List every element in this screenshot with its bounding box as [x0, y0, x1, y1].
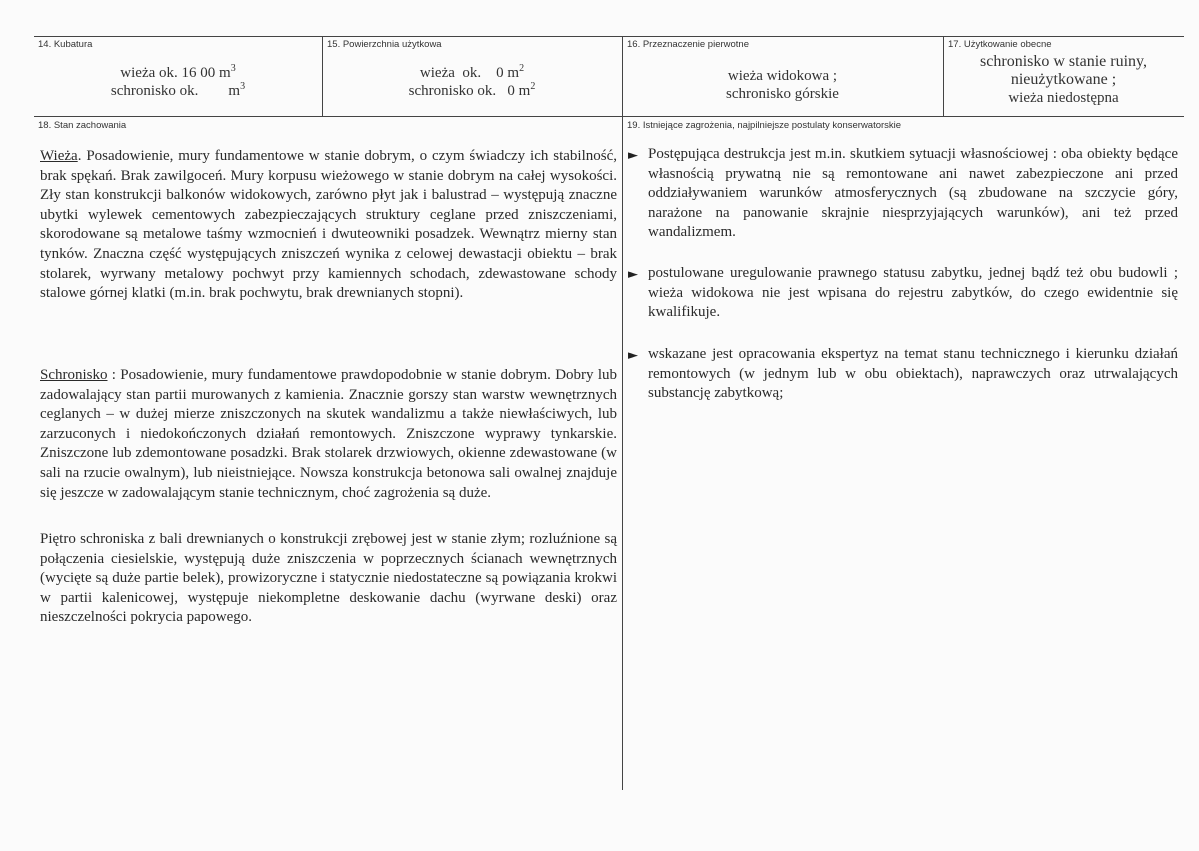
field-18-label: 18. Stan zachowania [38, 120, 127, 131]
threat-item-3: wskazane jest opracowania ekspertyz na temat stanu technicznego i kierunku działań remontowych (w jednym lub w obu obiektach), naprawczych oraz utrwalających substancję zabytkową; [648, 346, 1178, 402]
field-15-value [322, 64, 622, 100]
state-shelter-paragraph [40, 366, 617, 503]
field-14-label: 14. Kubatura [38, 39, 93, 50]
field-14-line2: schronisko ok. $m^3$ [110, 81, 246, 99]
field-15-label: 15. Powierzchnia użytkowa [327, 39, 442, 50]
tower-heading: Wieża [40, 148, 78, 164]
bullet-arrow-icon: ► [628, 348, 638, 363]
tower-text: . Posadowienie, mury fundamentowe w stanie dobrym, o czym świadczy ich stabilność, brak spękań. Brak zawilgoceń. Mury korpusu wieżowego w stanie dobrym na całej wysokości. Zły stan konstrukcji balkonów widokowych, zarówno płyt jak i balustrad – występują znaczne ubytki wylewek cementowych zabezpieczających struktury ceglane przed zniszczeniami, skorodowane są metalowe taśmy wzmocnień i dwuteowniki posadzek. Wewnątrz mierny stan tynków. Znaczna część występujących zniszczeń wynika z celowej dewastacji obiektu – brak stolarek, wyrwany metalowy pochwyt przy kamiennych schodach, zdewastowane schody stalowe górnej klatki (m.in. brak pochwytu, brak drewnianych stopni). [40, 148, 617, 302]
shelter-text: : Posadowienie, mury fundamentowe prawdopodobnie w stanie dobrym. Dobry lub zadowalający stan partii murowanych z kamienia. Znacznie gorszy stan warstw wewnętrznych ceglanych – w dużej mierze zniszczonych na skutek wandalizmu a także niewłaściwych, lub zarzuconych i niedokończonych działań remontowych. Zniszczone wyprawy tynkarskie. Zniszczone lub zdemontowane posadzki. Brak stolarek drzwiowych, okienne zdewastowane (w sali na rzucie owalnym), lub nieistniejące. Nowsza konstrukcja betonowa sali owalnej znajduje się jeszcze w zadowalającym stanie technicznym, choć zagrożenia są duże. [40, 367, 617, 501]
field-16-line1: wieża widokowa ; [727, 68, 838, 84]
field-17-line2: nieużytkowane ; [1010, 71, 1117, 88]
top-border-line [34, 36, 1184, 37]
bullet-arrow-icon: ► [628, 267, 638, 282]
field-17-label: 17. Użytkowanie obecne [948, 39, 1052, 50]
field-16-label: 16. Przeznaczenie pierwotne [627, 39, 749, 50]
field-16-line2: schronisko górskie [726, 86, 839, 102]
field-14-value [34, 64, 322, 100]
field-19-label: 19. Istniejące zagrożenia, najpilniejsze postulaty konserwatorskie [627, 120, 902, 131]
header-row-divider [34, 116, 1184, 117]
state-upper-floor-paragraph: Piętro schroniska z bali drewnianych o konstrukcji zrębowej jest w stanie złym; rozluźnione są połączenia ciesielskie, występują duże zniszczenia w poprzecznych ścianach wewnętrznych (wycięte są duże partie belek), prowizoryczne i statycznie niedostateczne są powiązania krokwi w partii kalenicowej, występuje niekompletne deskowanie dachu (wyrwane deski) oraz nieszczelności pokrycia papowego. [40, 531, 617, 626]
state-tower-paragraph [40, 147, 617, 304]
threat-item-1: Postępująca destrukcja jest m.in. skutkiem sytuacji własnościowej : oba obiekty będące własnością prywatną nie są remontowane ani nawet zabezpieczone ani przed oddziaływaniem warunków atmosferycznych (są zbudowane na szczycie góry, narażone na panowanie skrajnie niesprzyjających warunków), ani też przed wandalizmem. [648, 146, 1178, 241]
field-17-value [943, 53, 1184, 107]
bullet-arrow-icon: ► [628, 148, 638, 163]
field-16-value [622, 67, 943, 103]
field-14-line1: wieża ok. 16 00 $m^3$ [120, 63, 236, 81]
shelter-heading: Schronisko [40, 367, 108, 383]
field-17-line1: schronisko w stanie ruiny, [980, 53, 1147, 70]
column-divider-main [622, 36, 623, 790]
threat-item-2: postulowane uregulowanie prawnego statusu zabytku, jednej bądź też obu budowli ; wieża widokowa nie jest wpisana do rejestru zabytków, do czego ewidentnie się kwalifikuje. [648, 265, 1178, 321]
field-17-line3: wieża niedostępna [1008, 90, 1119, 106]
field-15-line1: wieża ok. 0 $m^2$ [419, 63, 525, 81]
field-15-line2: schronisko ok. 0 $m^2$ [408, 81, 536, 99]
